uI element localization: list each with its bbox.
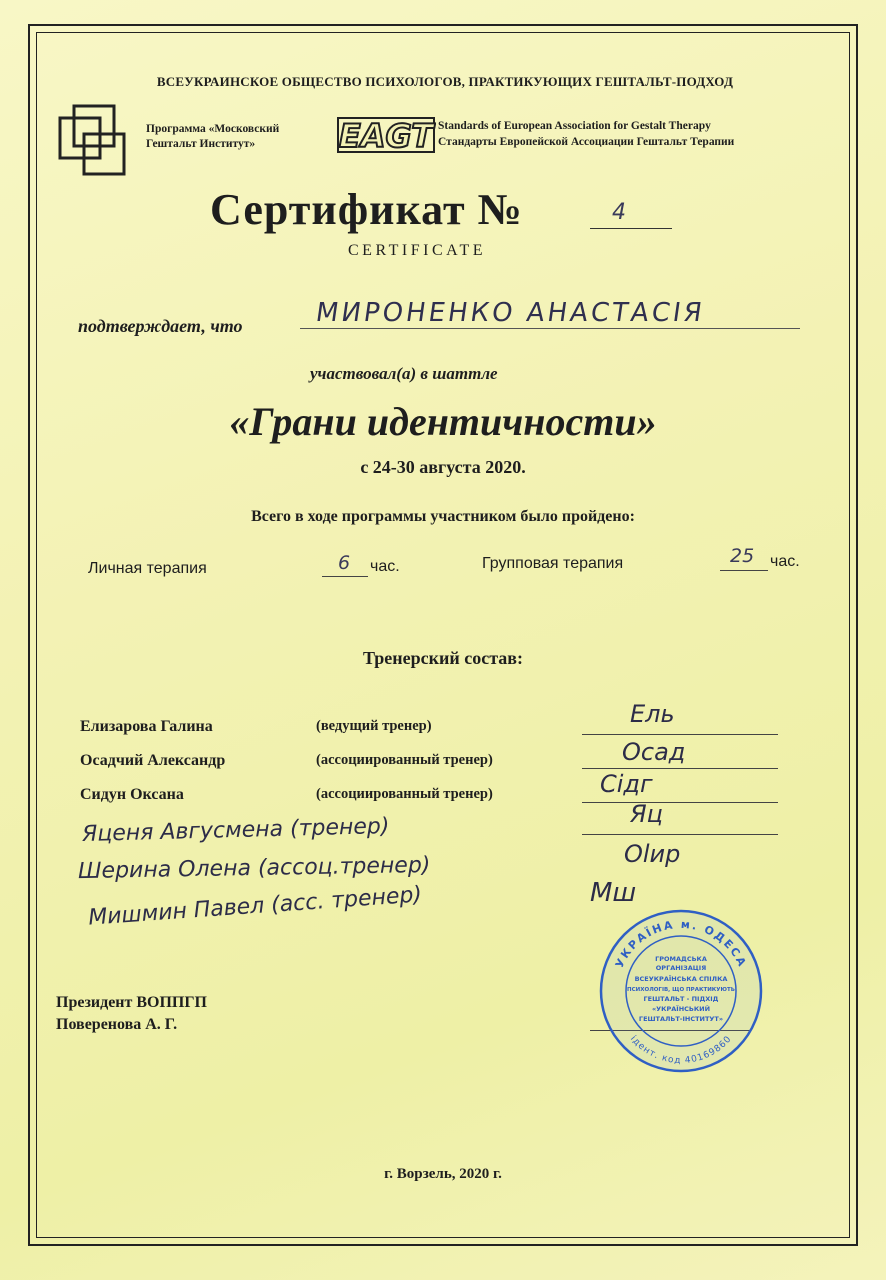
trainer-name: Сидун Оксана <box>80 786 184 803</box>
trainers-title: Тренерский состав: <box>362 648 524 668</box>
signature: Яц <box>630 800 664 828</box>
trainer-role: (ассоциированный тренер) <box>316 786 493 802</box>
organization-name: ВСЕУКРАИНСКОЕ ОБЩЕСТВО ПСИХОЛОГОВ, ПРАКТИКУЮЩИХ ГЕШТАЛЬТ-ПОДХОД <box>156 74 734 89</box>
number-underline <box>590 228 672 229</box>
stamp-line: ОРГАНІЗАЦІЯ <box>655 964 707 972</box>
president-title: Президент ВОППГП <box>56 994 207 1011</box>
personal-hours-underline <box>322 576 368 577</box>
signature: Ель <box>630 700 675 728</box>
group-therapy-label: Групповая терапия <box>482 555 624 572</box>
stamp-top-arc: УКРАЇНА <box>612 918 676 970</box>
signature-line <box>582 802 778 803</box>
handwritten-trainer: Мишмин Павел (асс. тренер) <box>87 882 423 931</box>
handwritten-trainer: Шерина Олена (ассоц.тренер) <box>77 852 431 885</box>
trainer-name: Осадчий Александр <box>80 752 226 769</box>
stamp-line: ВСЕУКРАЇНСЬКА СПІЛКА <box>634 975 728 983</box>
eagt-caption: Standards of European Association for Gestalt Therapy Стандарты Европейской Ассоциации Гештальт Терапии <box>438 120 735 148</box>
trainer-name: Елизарова Галина <box>80 718 213 735</box>
stamp-city: м. ОДЕСА <box>680 917 750 970</box>
recipient-name: МИРОНЕНКО АНАСТАСІЯ <box>313 298 707 328</box>
signature: Сідг <box>600 770 653 798</box>
stamp-line: «УКРАЇНСЬКИЙ <box>651 1005 711 1013</box>
issue-place-year: г. Ворзель, 2020 г. <box>384 1166 502 1182</box>
stamp-code: ідент. код 40169860 <box>627 1034 735 1067</box>
signature-line <box>582 734 778 735</box>
confirms-label: подтверждает, что <box>78 316 243 336</box>
president-name: Поверенова А. Г. <box>56 1016 178 1033</box>
signature: Мш <box>590 878 637 908</box>
stamp-line: ГЕШТАЛЬТ - ПІДХІД <box>643 995 719 1003</box>
hours-total-label: Всего в ходе программы участником было пройдено: <box>251 508 635 525</box>
shuttle-name: «Грани идентичности» <box>229 399 657 444</box>
gestalt-institute-logo <box>58 104 128 178</box>
organization-stamp <box>596 906 766 1076</box>
group-hours-value: 25 <box>730 545 755 567</box>
signature-line <box>582 768 778 769</box>
personal-hours-value: 6 <box>338 552 351 574</box>
shuttle-dates: с 24-30 августа 2020. <box>360 457 526 477</box>
personal-therapy-label: Личная терапия <box>88 560 207 577</box>
trainer-role: (ассоциированный тренер) <box>316 752 493 768</box>
handwritten-trainer: Яценя Авгусменa (тренер) <box>81 813 390 848</box>
certificate-title: Сертификат № <box>210 185 523 234</box>
eagt-logo <box>336 112 436 158</box>
eagt-logo-text: EAGT <box>338 117 434 155</box>
name-underline <box>300 328 800 329</box>
signature-line <box>582 834 778 835</box>
signature: Olир <box>624 840 681 868</box>
stamp-line: ГРОМАДСЬКА <box>655 955 707 963</box>
stamp-line: ГЕШТАЛЬТ-ІНСТИТУТ» <box>638 1015 724 1023</box>
personal-hours-unit: час. <box>370 558 400 575</box>
trainer-role: (ведущий тренер) <box>316 718 432 734</box>
stamp-line: ПСИХОЛОГІВ, ЩО ПРАКТИКУЮТЬ <box>627 987 735 993</box>
group-hours-unit: час. <box>770 553 800 570</box>
president-block <box>56 992 207 1036</box>
program-caption: Программа «Московский Гештальт Институт» <box>146 123 280 150</box>
certificate-number: 4 <box>612 200 626 225</box>
signature: Осад <box>622 738 686 766</box>
group-hours-underline <box>720 570 768 571</box>
participated-label: участвовал(а) в шаттле <box>310 364 498 383</box>
certificate-subtitle: CERTIFICATE <box>348 242 486 259</box>
